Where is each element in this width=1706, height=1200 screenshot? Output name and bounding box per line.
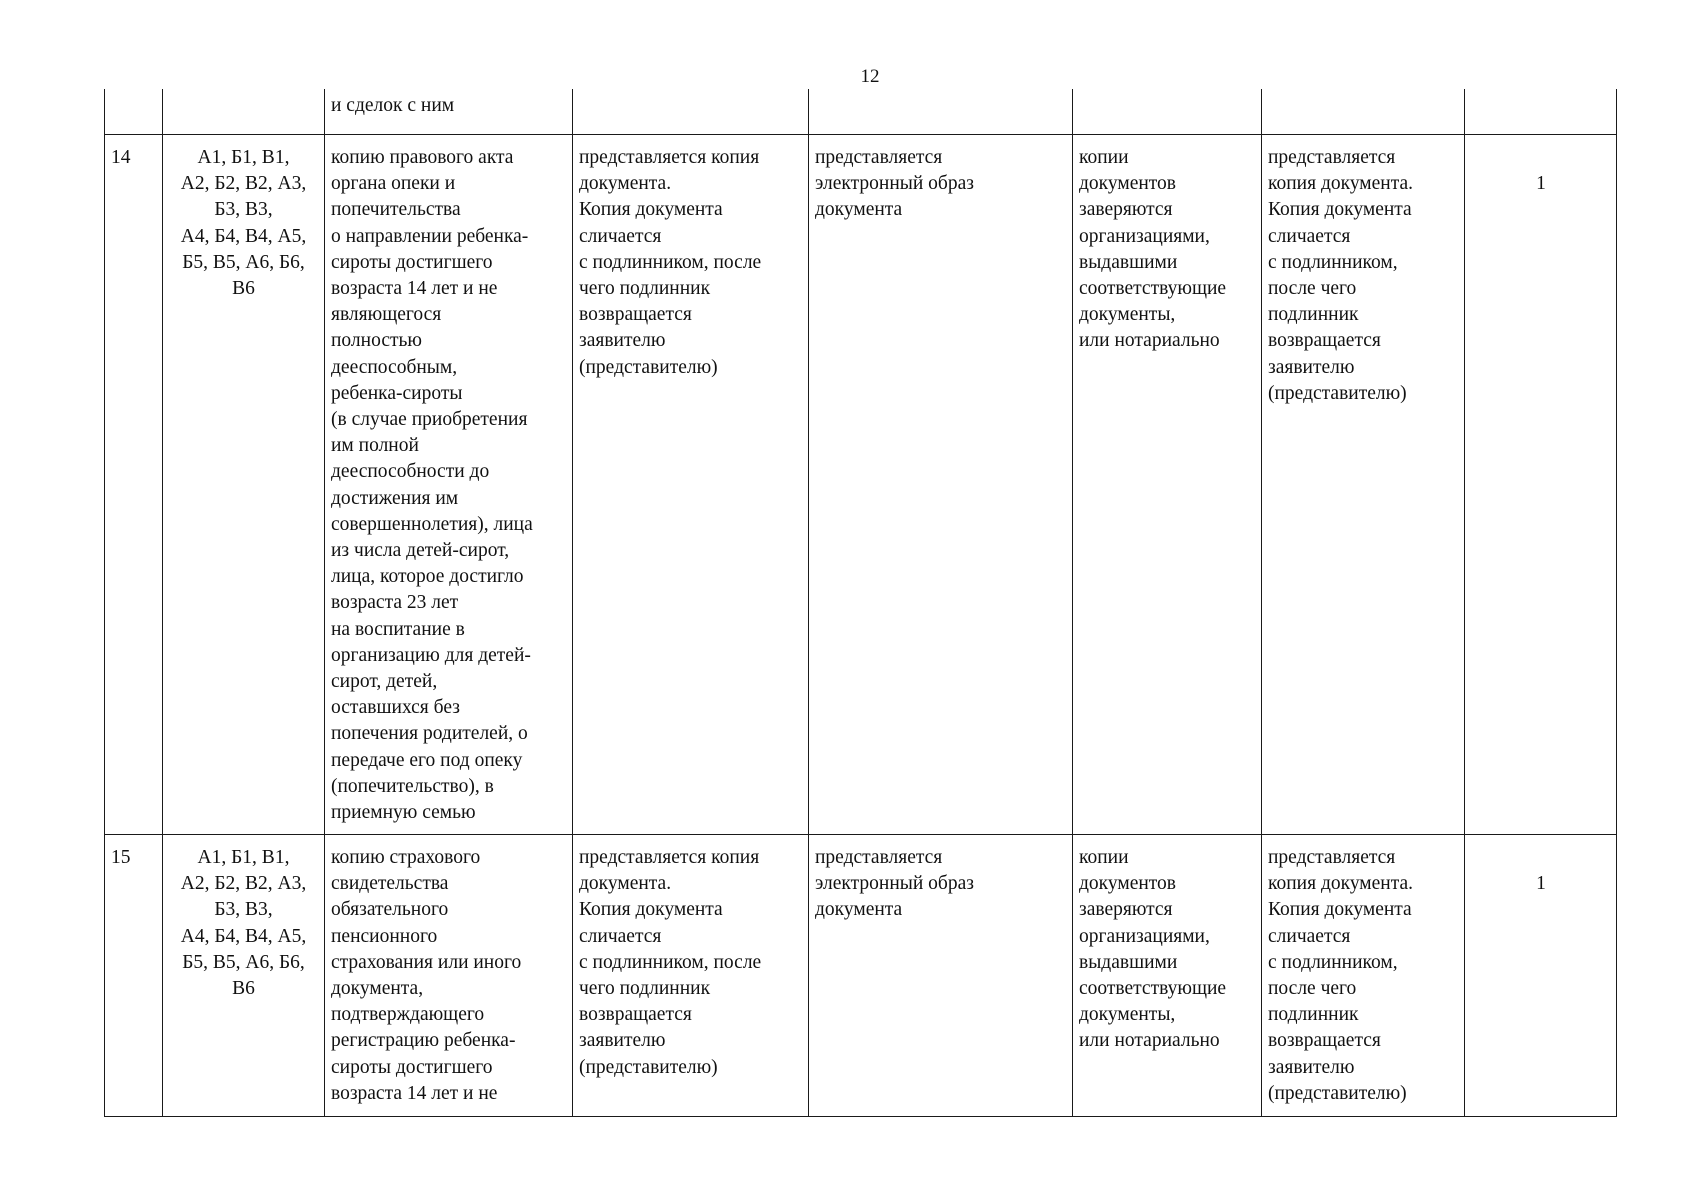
- count-value: 1: [1536, 173, 1546, 195]
- page-number: 12: [860, 66, 880, 87]
- certification-cell: копии документов заверяются организациями, выдавшими соответствующие документы, или нотариально: [1073, 135, 1262, 835]
- category-cell: [163, 89, 325, 135]
- table-row-continued: [105, 89, 1617, 135]
- mfc-submission-cell: [1262, 89, 1465, 135]
- document-cell: копию страхового свидетельства обязательного пенсионного страхования или иного документа, подтверждающего регистрацию ребенка- сироты достигшего возраста 14 лет и не: [325, 835, 573, 1117]
- count-cell: [1465, 89, 1617, 135]
- category-cell: А1, Б1, В1, А2, Б2, В2, А3, Б3, В3, А4, Б4, В4, А5, Б5, В5, А6, Б6, В6: [163, 835, 325, 1117]
- row-number-cell: 15: [105, 835, 163, 1117]
- paper-submission-cell: представляется копия документа. Копия документа сличается с подлинником, после чего подлинник возвращается заявителю (представителю): [573, 135, 809, 835]
- category-cell: А1, Б1, В1, А2, Б2, В2, А3, Б3, В3, А4, Б4, В4, А5, Б5, В5, А6, Б6, В6: [163, 135, 325, 835]
- paper-submission-cell: [573, 89, 809, 135]
- electronic-submission-cell: представляется электронный образ документа: [809, 835, 1073, 1117]
- count-cell: [1465, 135, 1617, 835]
- electronic-submission-cell: [809, 89, 1073, 135]
- certification-cell: [1073, 89, 1262, 135]
- mfc-submission-cell: представляется копия документа. Копия документа сличается с подлинником, после чего подлинник возвращается заявителю (представителю): [1262, 135, 1465, 835]
- count-value: 1: [1536, 873, 1546, 895]
- document-cell: и сделок с ним: [325, 89, 573, 135]
- row-number-cell: [105, 89, 163, 135]
- table-row: [105, 135, 1617, 835]
- row-number-cell: 14: [105, 135, 163, 835]
- paper-submission-cell: представляется копия документа. Копия документа сличается с подлинником, после чего подлинник возвращается заявителю (представителю): [573, 835, 809, 1117]
- table-row: [105, 835, 1617, 1117]
- certification-cell: копии документов заверяются организациями, выдавшими соответствующие документы, или нотариально: [1073, 835, 1262, 1117]
- electronic-submission-cell: представляется электронный образ документа: [809, 135, 1073, 835]
- mfc-submission-cell: представляется копия документа. Копия документа сличается с подлинником, после чего подлинник возвращается заявителю (представителю): [1262, 835, 1465, 1117]
- documents-table: [104, 89, 1617, 1117]
- count-cell: [1465, 835, 1617, 1117]
- document-cell: копию правового акта органа опеки и попечительства о направлении ребенка- сироты достигшего возраста 14 лет и не являющегося полностью дееспособным, ребенка-сироты (в случае приобретения им полной дееспособности до достижения им совершеннолетия), лица из числа детей-сирот, лица, которое достигло возраста 23 лет на воспитание в организацию для детей- сирот, детей, оставшихся без попечения родителей, о передаче его под опеку (попечительство), в приемную семью: [325, 135, 573, 835]
